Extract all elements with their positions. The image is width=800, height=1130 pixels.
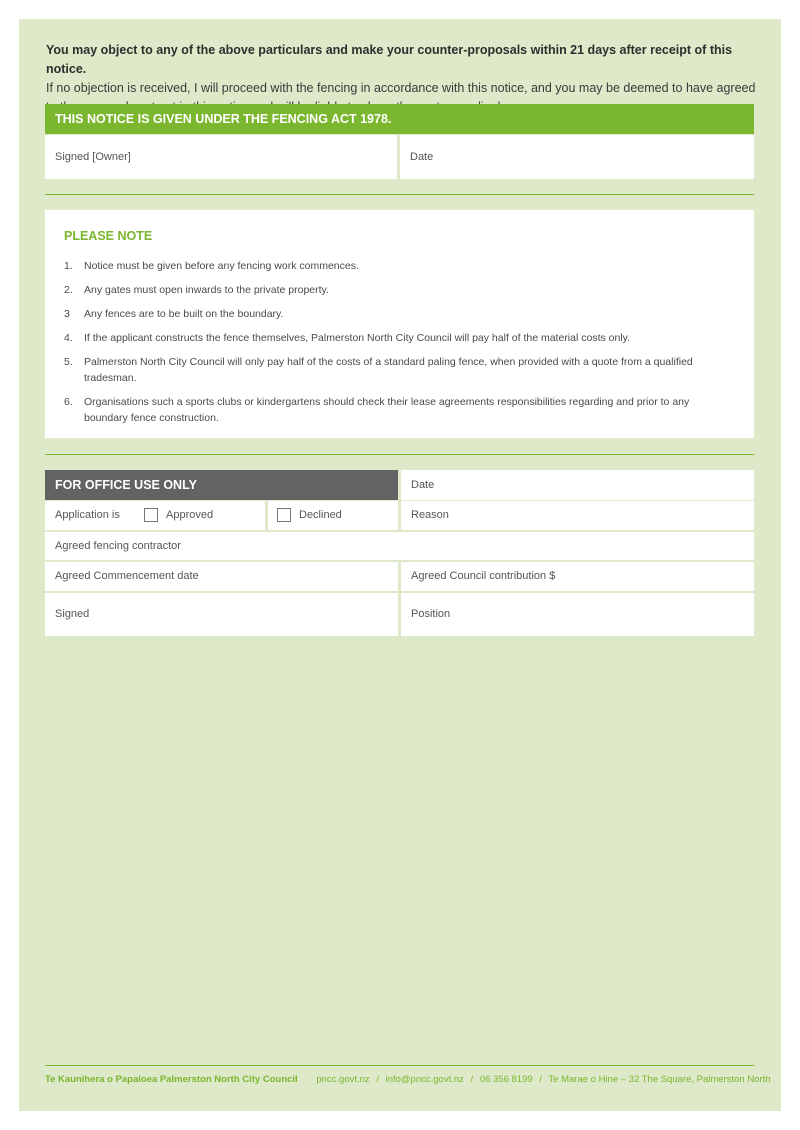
commencement-date-label: Agreed Commencement date [55, 570, 199, 582]
office-use-heading: FOR OFFICE USE ONLY [45, 470, 398, 500]
footer-org-name: Te Kaunihera o Papaioea Palmerston North City Council [45, 1074, 298, 1085]
footer-phone: 06 356 8199 [479, 1074, 533, 1085]
please-note-box [45, 210, 754, 438]
fencing-act-banner: THIS NOTICE IS GIVEN UNDER THE FENCING ACT 1978. [45, 104, 754, 134]
position-label: Position [411, 608, 451, 620]
list-item: 1. Notice must be given before any fencing work commences. [64, 260, 359, 272]
approved-label: Approved [166, 509, 214, 521]
reason-field[interactable] [401, 501, 754, 530]
footer-website: pncc.govt.nz [316, 1074, 370, 1085]
declined-checkbox[interactable] [277, 508, 291, 522]
office-signed-field[interactable] [45, 593, 398, 636]
objection-body: If no objection is received, I will proceed with the fencing in accordance with this notice, and you may be deemed to have agreed [46, 81, 756, 95]
declined-label: Declined [299, 509, 342, 521]
application-status-label: Application is [55, 509, 120, 521]
approved-option[interactable] [135, 501, 265, 530]
contractor-field[interactable] [45, 532, 754, 560]
objection-notice: You may object to any of the above particulars and make your counter-proposals within 21 days after receipt of this notice. [46, 43, 733, 76]
section-divider [45, 454, 754, 455]
position-field[interactable] [401, 593, 754, 636]
list-item: 3 Any fences are to be built on the boundary. [64, 308, 284, 320]
council-contribution-label: Agreed Council contribution $ [411, 570, 556, 582]
owner-date-field[interactable] [400, 135, 754, 179]
reason-label: Reason [411, 509, 449, 521]
list-item: 5. Palmerston North City Council will only pay half of the costs of a standard paling fence, when provided with a quote from a qualified tradesman. [64, 356, 693, 384]
list-item: 6. Organisations such a sports clubs or kindergartens should check their lease agreements responsibilities regarding and prior to any boundary fence construction. [64, 396, 690, 424]
commencement-date-field[interactable] [45, 562, 398, 591]
section-divider [45, 194, 754, 195]
footer-address: Te Marae o Hine – 32 The Square, Palmerston North [548, 1074, 771, 1085]
owner-date-label: Date [410, 151, 434, 163]
owner-signature-row [45, 135, 754, 179]
list-item: 2. Any gates must open inwards to the private property. [64, 284, 329, 296]
list-item: 4. If the applicant constructs the fence themselves, Palmerston North City Council will pay half of the material costs only. [64, 332, 631, 344]
approved-checkbox[interactable] [144, 508, 158, 522]
contractor-label: Agreed fencing contractor [55, 540, 181, 552]
office-signed-label: Signed [55, 608, 90, 620]
owner-signature-label: Signed [Owner] [55, 151, 131, 163]
please-note-title: PLEASE NOTE [64, 229, 153, 243]
footer: Te Kaunihera o Papaioea Palmerston North City Council pncc.govt.nz / info@pncc.govt.nz / 06 356 8199 / Te Marae o Hine – 32 The Square, Palmerston North [45, 1074, 771, 1085]
please-note-list [64, 258, 724, 434]
declined-option[interactable] [268, 501, 398, 530]
office-date-label: Date [411, 479, 435, 491]
council-contribution-field[interactable] [401, 562, 754, 591]
office-date-field[interactable] [401, 470, 754, 500]
footer-email: info@pncc.govt.nz [385, 1074, 464, 1085]
form-page [19, 19, 781, 1111]
owner-signature-field[interactable] [45, 135, 397, 179]
footer-divider [45, 1065, 754, 1066]
